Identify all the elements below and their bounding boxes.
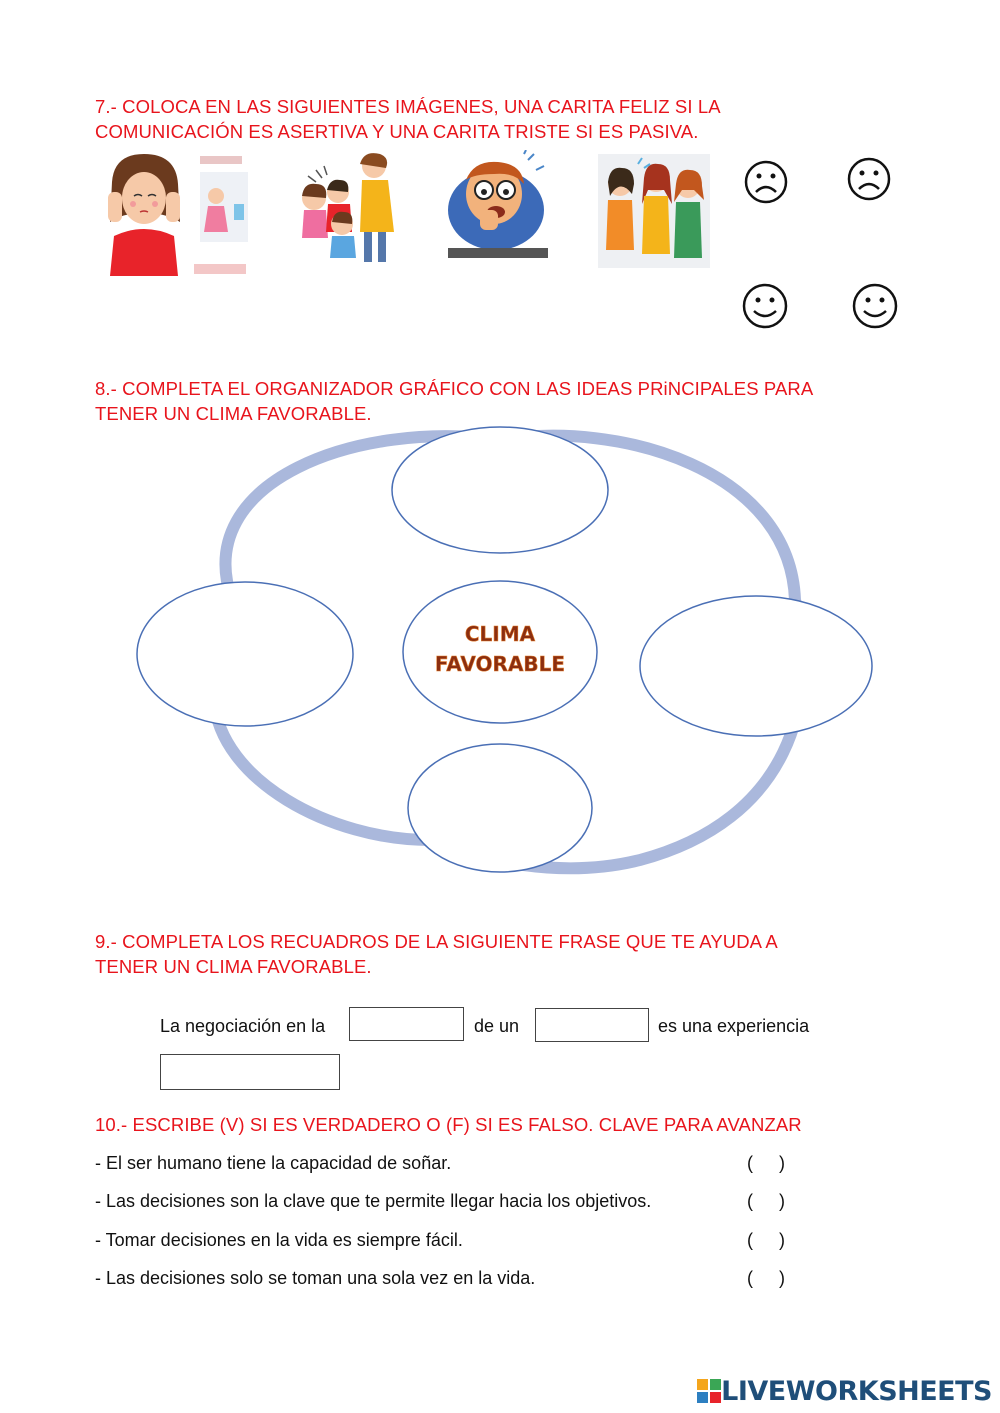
sad-face-icon[interactable] — [845, 155, 893, 203]
happy-face-icon[interactable] — [740, 281, 790, 331]
statement-row-4 — [95, 1268, 815, 1289]
mother-with-children-image[interactable] — [294, 152, 404, 268]
sentence-part-1: La negociación en la — [160, 1016, 326, 1036]
statement-row-2 — [95, 1191, 815, 1212]
graphic-organizer — [0, 420, 1000, 890]
answer-slot[interactable]: ( ) — [747, 1153, 785, 1173]
happy-face-icon[interactable] — [850, 281, 900, 331]
friends-chatting-image[interactable] — [598, 154, 710, 268]
nervous-man-image[interactable] — [444, 150, 552, 262]
q7-title: 7.- COLOCA EN LAS SIGUIENTES IMÁGENES, UNA CARITA FELIZ SI LA COMUNICACIÓN ES ASERTIVA Y UNA CARITA TRISTE SI ES PASIVA. — [95, 96, 721, 142]
logo-blocks-icon — [697, 1379, 721, 1403]
q10-title: 10.- ESCRIBE (V) SI ES VERDADERO O (F) SI ES FALSO. CLAVE PARA AVANZAR — [95, 1114, 802, 1135]
sad-face-icon[interactable] — [742, 158, 790, 206]
q8-title: 8.- COMPLETA EL ORGANIZADOR GRÁFICO CON LAS IDEAS PRiNCIPALES PARA TENER UN CLIMA FAVORABLE. — [95, 378, 814, 424]
center-label-line2: FAVORABLE — [434, 652, 566, 676]
idea-bubble-top[interactable] — [392, 427, 608, 553]
blank-box-1[interactable] — [349, 1007, 464, 1041]
answer-slot[interactable]: ( ) — [747, 1191, 785, 1211]
answer-slot[interactable]: ( ) — [747, 1230, 785, 1250]
q9-title: 9.- COMPLETA LOS RECUADROS DE LA SIGUIENTE FRASE QUE TE AYUDA A TENER UN CLIMA FAVORABLE. — [95, 931, 778, 977]
statement-text: - El ser humano tiene la capacidad de soñar. — [95, 1153, 452, 1173]
blank-box-2[interactable] — [535, 1008, 649, 1042]
idea-bubble-right[interactable] — [640, 596, 872, 736]
girl-covering-ears-image[interactable] — [104, 152, 260, 276]
logo-text: LIVEWORKSHEETS — [721, 1375, 992, 1407]
statement-text: - Las decisiones son la clave que te permite llegar hacia los objetivos. — [95, 1191, 652, 1211]
blank-box-3[interactable] — [160, 1054, 340, 1090]
sentence-part-2: de un — [474, 1016, 520, 1036]
liveworksheets-logo — [697, 1375, 992, 1407]
answer-slot[interactable]: ( ) — [747, 1268, 785, 1288]
statement-row-1 — [95, 1153, 815, 1174]
statement-text: - Las decisiones solo se toman una sola vez en la vida. — [95, 1268, 536, 1288]
idea-bubble-left[interactable] — [137, 582, 353, 726]
center-label-line1: CLIMA — [464, 622, 536, 646]
statement-row-3 — [95, 1230, 815, 1251]
sentence-part-3: es una experiencia — [658, 1016, 810, 1036]
statement-text: - Tomar decisiones en la vida es siempre fácil. — [95, 1230, 463, 1250]
idea-bubble-bottom[interactable] — [408, 744, 592, 872]
